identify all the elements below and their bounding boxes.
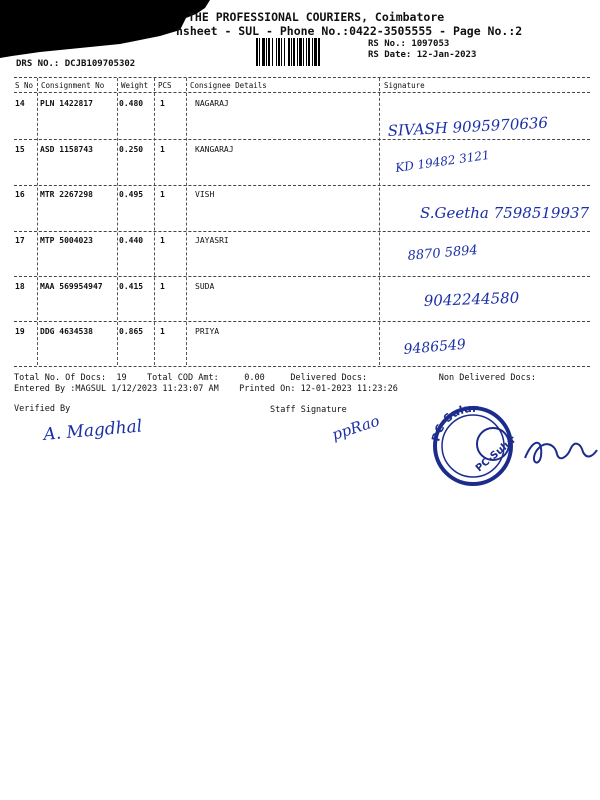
table-header-rule (14, 92, 590, 93)
row-consignee: SUDA (195, 282, 215, 291)
signature-row-14: SIVASH 9095970636 (387, 113, 549, 140)
row-consignment: PLN 1422817 (40, 99, 93, 108)
row-pcs: 1 (160, 190, 165, 199)
row-consignee: PRIYA (195, 327, 220, 336)
row-consignee: NAGARAJ (195, 99, 229, 108)
row-weight: 0.865 (119, 327, 144, 336)
col-consignment: Consignment No (41, 81, 105, 90)
rs-number: RS No.: 1097053 (368, 39, 450, 49)
col-weight: Weight (121, 81, 149, 90)
company-title: THE PROFESSIONAL COURIERS, Coimbatore (188, 10, 445, 24)
signature-row-18: 9042244580 (423, 288, 520, 310)
row-pcs: 1 (160, 236, 165, 245)
office-stamp (425, 398, 600, 490)
stamp-inner-text: PC-Sulur (473, 434, 519, 475)
signature-row-16: S.Geetha 7598519937 (420, 204, 590, 222)
footer-entered-by: Entered By :MAGSUL 1/12/2023 11:23:07 AM Printed On: 12-01-2023 11:23:26 (14, 384, 398, 394)
row-weight: 0.495 (119, 190, 144, 199)
row-weight: 0.440 (119, 236, 144, 245)
row-sno: 17 (15, 236, 25, 245)
row-weight: 0.250 (119, 145, 144, 154)
signature-row-17: 8870 5894 (407, 242, 479, 264)
drs-number: DRS NO.: DCJB109705302 (16, 59, 136, 69)
row-pcs: 1 (160, 282, 165, 291)
col-sno: S No (15, 81, 34, 90)
row-consignment: MAA 569954947 (40, 282, 103, 291)
runsheet-subtitle: nsheet - SUL - Phone No.:0422-3505555 - Page No.:2 (176, 24, 523, 38)
verified-signature (40, 412, 190, 452)
staff-signature (328, 406, 408, 462)
footer-totals: Total No. Of Docs: 19 Total COD Amt: 0.00 Delivered Docs: Non Delivered Docs: (14, 373, 536, 383)
row-consignment: DDG 4634538 (40, 327, 93, 336)
row-pcs: 1 (160, 99, 165, 108)
staff-signature-text: ppRao (329, 411, 382, 444)
row-pcs: 1 (160, 145, 165, 154)
row-consignee: KANGARAJ (195, 145, 234, 154)
stamp-arc-text: PC-Sulur (429, 401, 478, 443)
col-consignee: Consignee Details (190, 81, 267, 90)
table-top-rule (14, 77, 590, 78)
row-sno: 14 (15, 99, 25, 108)
verified-by-label: Verified By (14, 404, 71, 414)
row-consignee: JAYASRI (195, 236, 229, 245)
row-consignment: MTP 5004023 (40, 236, 93, 245)
row-pcs: 1 (160, 327, 165, 336)
row-weight: 0.480 (119, 99, 144, 108)
row-consignment: MTR 2267298 (40, 190, 93, 199)
row-sno: 19 (15, 327, 25, 336)
row-weight: 0.415 (119, 282, 144, 291)
row-signatures (380, 110, 600, 370)
signature-row-15: KD 19482 3121 (394, 147, 491, 175)
row-sno: 16 (15, 190, 25, 199)
row-sno: 15 (15, 145, 25, 154)
col-signature: Signature (384, 81, 425, 90)
staff-signature-label: Staff Signature (270, 405, 347, 415)
rs-date: RS Date: 12-Jan-2023 (368, 50, 477, 60)
signature-row-19: 9486549 (402, 336, 467, 358)
barcode (256, 38, 364, 66)
verified-signature-text: A. Magdhal (42, 416, 143, 445)
row-consignee: VISH (195, 190, 215, 199)
col-pcs: PCS (158, 81, 172, 90)
row-consignment: ASD 1158743 (40, 145, 93, 154)
row-sno: 18 (15, 282, 25, 291)
